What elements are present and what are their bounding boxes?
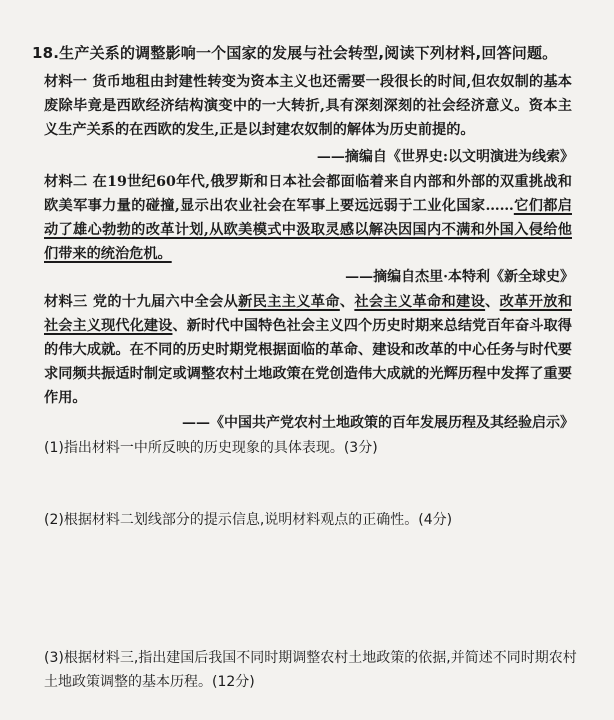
material-three-sep-1: 、 — [339, 294, 355, 310]
material-one — [44, 70, 572, 142]
material-two-source: ——摘编自杰里·本特利《新全球史》 — [345, 269, 574, 285]
sub-question-3: (3)根据材料三,指出建国后我国不同时期调整农村土地政策的依据,并简述不同时期农村土地政策调整的基本历程。(12分) — [44, 650, 577, 690]
material-two — [44, 170, 572, 266]
material-three-text-b: 新时代中国特色社会主义四个历史时期来总结党百年奋斗取得的伟大成就。在不同的历史时期党根据面临的革命、建设和改革的中心任务与时代要求同频共振适时制定或调整农村土地政策在党创造伟大成就的光辉历程中发挥了重要作用。 — [44, 318, 572, 406]
material-one-source: ——摘编自《世界史:以文明演进为线索》 — [316, 149, 574, 165]
material-three-period-1: 新民主主义革命 — [238, 294, 340, 310]
material-three-period-3: 改革开放和社会主义现代化建设 — [44, 294, 572, 334]
material-three-sep-2: 、 — [485, 294, 500, 310]
material-two-label: 材料二 — [44, 174, 88, 190]
material-three-sep-3: 、 — [172, 318, 187, 334]
sub-question-2: (2)根据材料二划线部分的提示信息,说明材料观点的正确性。(4分) — [44, 512, 453, 528]
material-three-source: ——《中国共产党农村土地政策的百年发展历程及其经验启示》 — [182, 415, 574, 431]
material-two-underlined-text: 它们都启动了雄心勃勃的改革计划,从欧美模式中汲取灵感以解决因国内不满和外国入侵给他们带来的统治危机。 — [44, 198, 572, 262]
material-three-text-a: 党的十九届六中全会从 — [92, 294, 239, 310]
material-one-label: 材料一 — [44, 74, 88, 90]
question-title: 18.生产关系的调整影响一个国家的发展与社会转型,阅读下列材料,回答问题。 — [32, 44, 558, 62]
material-two-text: 在19世纪60年代,俄罗斯和日本社会都面临着来自内部和外部的双重挑战和欧美军事力量的碰撞,显示出农业社会在军事上要远远弱于工业化国家…… — [44, 174, 572, 214]
material-one-text: 货币地租由封建性转变为资本主义也还需要一段很长的时间,但农奴制的基本废除毕竟是西欧经济结构演变中的一大转折,具有深刻深刻的社会经济意义。资本主义生产关系的在西欧的发生,正是以封建农奴制的解体为历史前提的。 — [44, 74, 572, 138]
material-three-label: 材料三 — [44, 294, 88, 310]
material-three-period-2: 社会主义革命和建设 — [354, 294, 486, 310]
sub-question-1: (1)指出材料一中所反映的历史现象的具体表现。(3分) — [44, 440, 378, 456]
material-three — [44, 290, 572, 410]
